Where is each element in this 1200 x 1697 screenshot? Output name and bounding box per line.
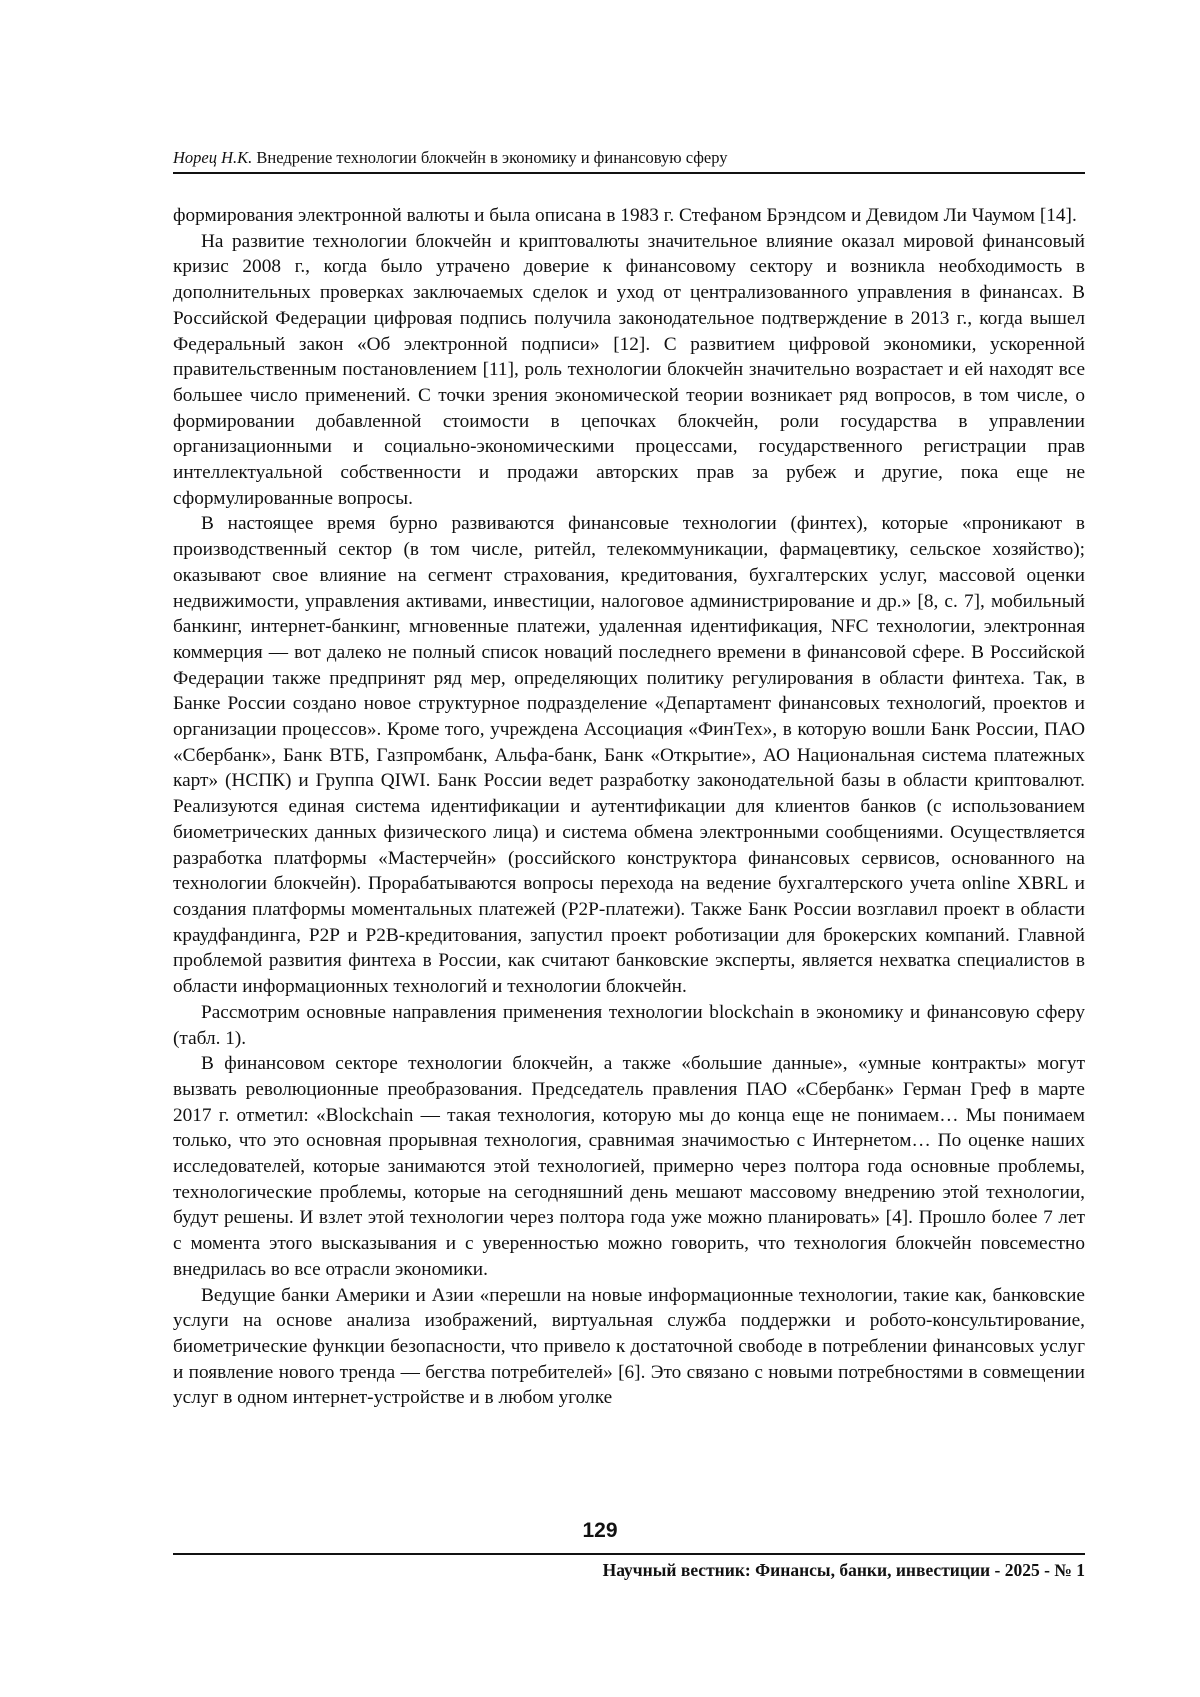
header-author: Норец Н.К. [173, 148, 253, 167]
paragraph: На развитие технологии блокчейн и криптовалюты значительное влияние оказал мировой финансовый кризис 2008 г., когда было утрачено доверие к финансовому сектору и возникла необходимость в дополнительных проверках заключаемых сделок и уход от централизованного управления в финансах. В Российской Федерации цифровая подпись получила законодательное подтверждение в 2013 г., когда вышел Федеральный закон «Об электронной подписи» [12]. С развитием цифровой экономики, ускоренной правительственным постановлением [11], роль технологии блокчейн значительно возрастает и ей находят все большее число применений. С точки зрения экономической теории возникает ряд вопросов, в том числе, о формировании добавленной стоимости в цепочках блокчейн, роли государства в управлении организационными и социально-экономическими процессами, государственного регистрации прав интеллектуальной собственности и продажи авторских прав за рубеж и другие, пока еще не сформулированные вопросы. [173, 230, 1085, 509]
paragraph-continued: формирования электронной валюты и была описана в 1983 г. Стефаном Брэндсом и Девидом Ли Чаумом [14]. [173, 205, 1077, 226]
header-title: Внедрение технологии блокчейн в экономику и финансовую сферу [256, 148, 728, 167]
running-header [173, 148, 1085, 174]
paragraph: В финансовом секторе технологии блокчейн, а также «большие данные», «умные контракты» могут вызвать революционные преобразования. Председатель правления ПАО «Сбербанк» Герман Греф в марте 2017 г. отметил: «Blockchain — такая технология, которую мы до конца еще не понимаем… Мы понимаем только, что это основная прорывная технология, сравнимая значимостью с Интернетом… По оценке наших исследователей, которые занимаются этой технологией, примерно через полтора года основные проблемы, технологические проблемы, которые на сегодняшний день мешают массовому внедрению этой технологии, будут решены. И взлет этой технологии через полтора года уже можно планировать» [4]. Прошло более 7 лет с момента этого высказывания и с уверенностью можно говорить, что технология блокчейн повсеместно внедрилась во все отрасли экономики. [173, 1053, 1085, 1280]
paragraph: Ведущие банки Америки и Азии «перешли на новые информационные технологии, такие как, банковские услуги на основе анализа изображений, виртуальная служба поддержки и робото-консультирование, биометрические функции безопасности, что привело к достаточной свободе в потреблении финансовых услуг и появление нового тренда — бегства потребителей» [6]. Это связано с новыми потребностями в совмещении услуг в одном интернет-устройстве и в любом уголке [173, 1284, 1085, 1409]
page-number: 129 [582, 1519, 618, 1542]
article-body [173, 203, 1085, 1411]
journal-footer: Научный вестник: Финансы, банки, инвестиции - 2025 - № 1 [602, 1560, 1085, 1580]
paragraph: В настоящее время бурно развиваются финансовые технологии (финтех), которые «проникают в производственный сектор (в том числе, ритейл, телекоммуникации, фармацевтику, сельское хозяйство); оказывают свое влияние на сегмент страхования, кредитования, бухгалтерских услуг, массовой оценки недвижимости, управления активами, инвестиции, налоговое администрирование и др.» [8, с. 7], мобильный банкинг, интернет-банкинг, мгновенные платежи, удаленная идентификация, NFC технологии, электронная коммерция — вот далеко не полный список новаций последнего времени в финансовой сфере. В Российской Федерации также предпринят ряд мер, определяющих политику регулирования в области финтеха. Так, в Банке России создано новое структурное подразделение «Департамент финансовых технологий, проектов и организации процессов». Кроме того, учреждена Ассоциация «ФинТех», в которую вошли Банк России, ПАО «Сбербанк», Банк ВТБ, Газпромбанк, Альфа-банк, Банк «Открытие», АО Национальная система платежных карт» (НСПК) и Группа QIWI. Банк России ведет разработку законодательной базы в области криптовалют. Реализуются единая система идентификации и аутентификации для клиентов банков (с использованием биометрических данных физического лица) и система обмена электронными сообщениями. Осуществляется разработка платформы «Мастерчейн» (российского конструктора финансовых сервисов, основанного на технологии блокчейн). Прорабатываются вопросы перехода на ведение бухгалтерского учета online XBRL и создания платформы моментальных платежей (P2P-платежи). Также Банк России возглавил проект в области краудфандинга, P2P и P2B-кредитования, запустил проект роботизации для брокерских компаний. Главной проблемой развития финтеха в России, как считают банковские эксперты, является нехватка специалистов в области информационных технологий и технологии блокчейн. [173, 513, 1085, 998]
footer-divider [173, 1553, 1085, 1555]
paragraph: Рассмотрим основные направления применения технологии blockchain в экономику и финансовую сферу (табл. 1). [173, 1001, 1085, 1049]
